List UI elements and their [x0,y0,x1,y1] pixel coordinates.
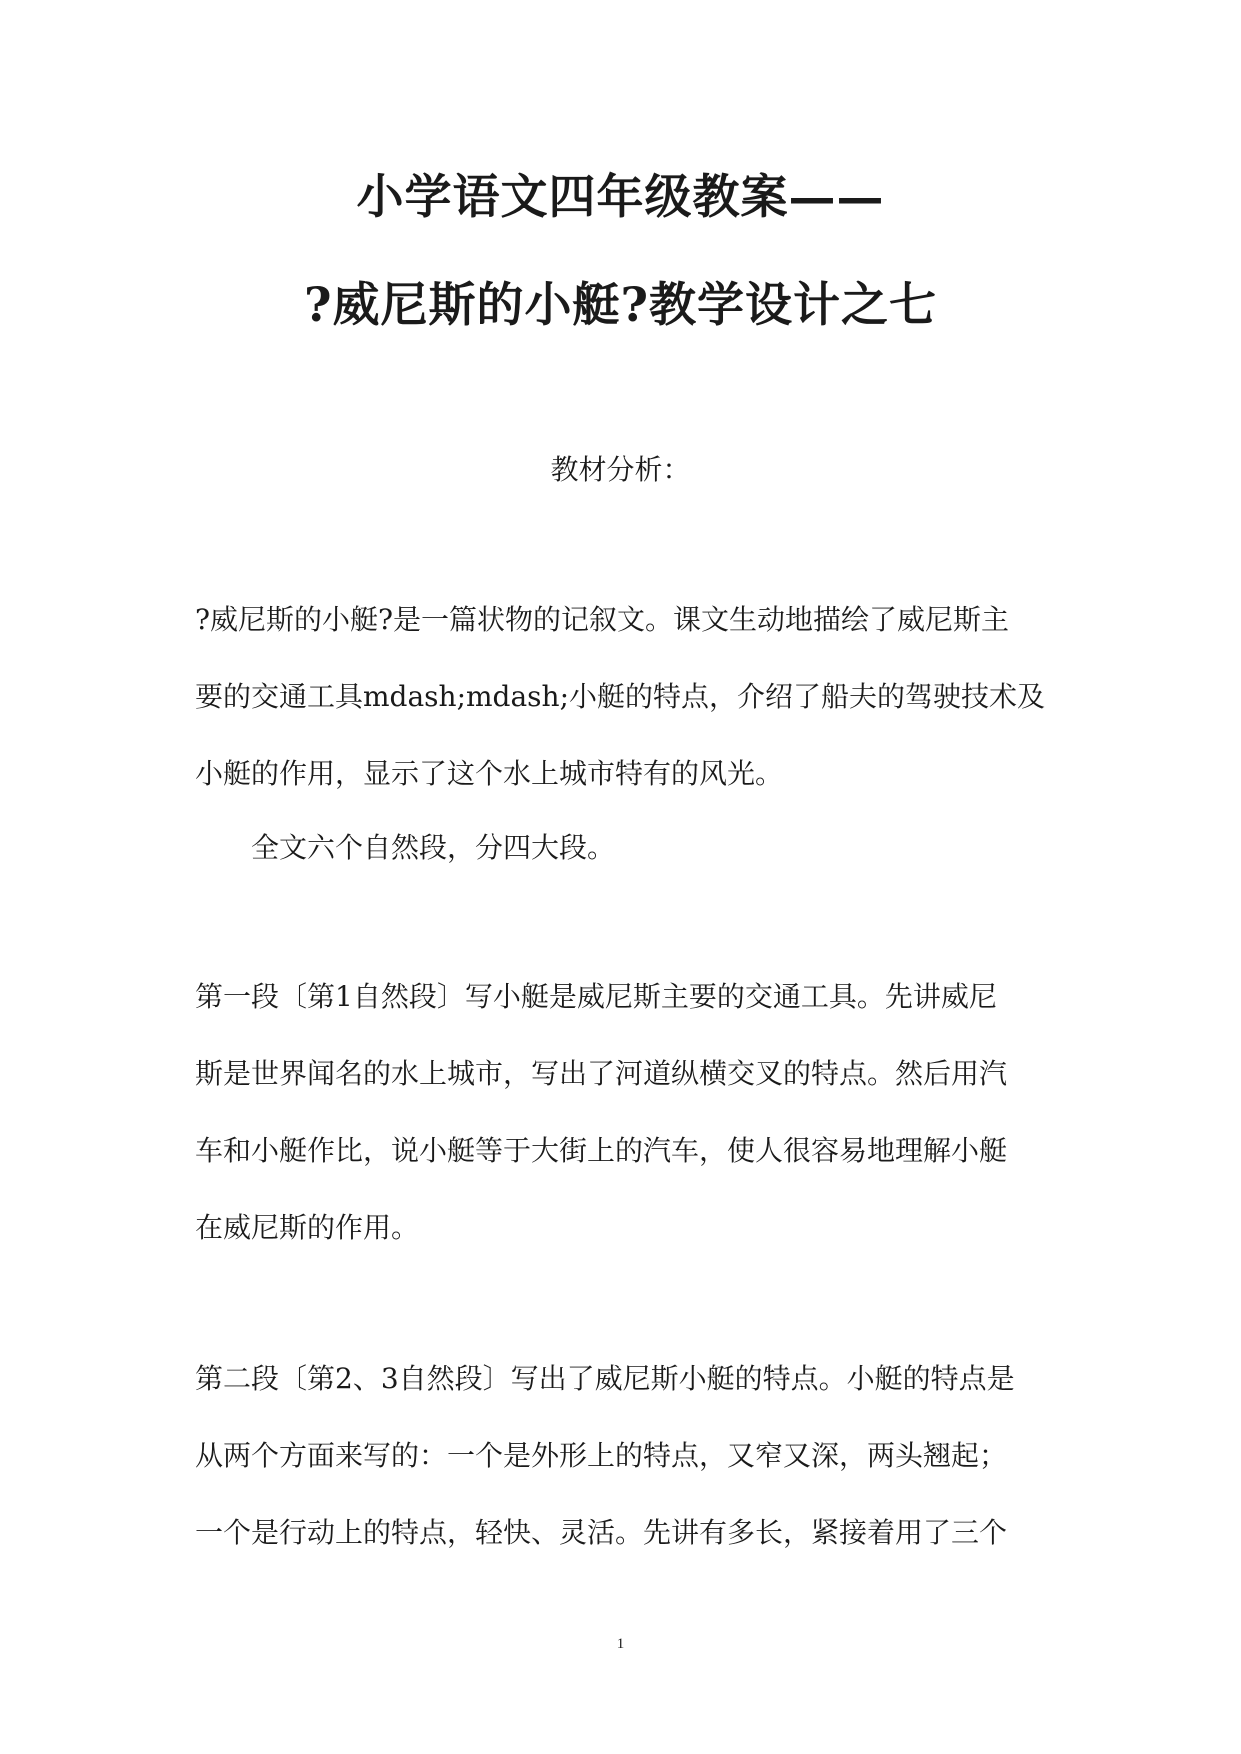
section-heading: 教材分析： [550,453,691,486]
paragraph-line: 第二段〔第2、3自然段〕写出了威尼斯小艇的特点。小艇的特点是 [195,1362,1015,1395]
paragraph-line: 全文六个自然段，分四大段。 [251,831,616,864]
paragraph-line: ?威尼斯的小艇?是一篇状物的记叙文。课文生动地描绘了威尼斯主 [195,603,1010,636]
paragraph-line: 小艇的作用，显示了这个水上城市特有的风光。 [195,757,784,790]
paragraph-line: 斯是世界闻名的水上城市，写出了河道纵横交叉的特点。然后用汽 [195,1057,1008,1090]
title-line-1: 小学语文四年级教案—— [356,170,885,225]
paragraph-line: 第一段〔第1自然段〕写小艇是威尼斯主要的交通工具。先讲威尼 [195,980,997,1013]
paragraph-line: 一个是行动上的特点，轻快、灵活。先讲有多长，紧接着用了三个 [195,1516,1008,1549]
title-line-2: ?威尼斯的小艇?教学设计之七 [303,278,938,333]
paragraph-section-2 [195,1340,1055,1571]
paragraph-line: 车和小艇作比，说小艇等于大街上的汽车，使人很容易地理解小艇 [195,1134,1008,1167]
paragraph-section-1 [195,958,1055,1266]
paragraph-intro [195,581,1055,812]
paragraph-line: 要的交通工具mdash;mdash;小艇的特点，介绍了船夫的驾驶技术及 [195,680,1046,713]
paragraph-line: 从两个方面来写的：一个是外形上的特点，又窄又深，两头翘起； [195,1439,1008,1472]
page-number: 1 [616,1636,625,1652]
paragraph-structure [195,809,1055,886]
paragraph-line: 在威尼斯的作用。 [195,1211,420,1244]
